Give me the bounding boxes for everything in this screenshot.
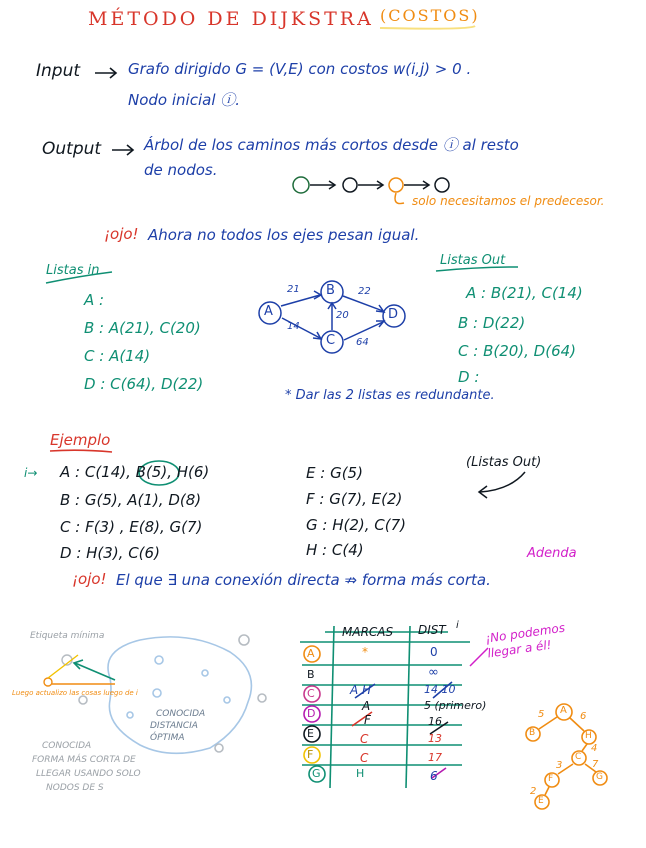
table-node: D <box>307 707 316 720</box>
sketch-inner-label: CONOCIDA <box>156 709 206 719</box>
tree-node: F <box>548 774 554 784</box>
table-dist: 17 <box>428 751 442 764</box>
table-marca: F <box>364 713 371 727</box>
table-marca: A H <box>350 683 372 697</box>
tree-weight: 2 <box>530 786 537 797</box>
sketch-label-top: Etiqueta mínima <box>30 631 105 641</box>
sketch-bottom-label: LLEGAR USANDO SOLO <box>36 769 141 779</box>
redundant-note: * Dar las 2 listas es redundante. <box>285 388 495 403</box>
tree-weight: 6 <box>580 711 587 722</box>
tree-weight: 5 <box>538 709 545 720</box>
input-line-1: Grafo dirigido G = (V,E) con costos w(i,j) > 0 . <box>128 60 472 78</box>
graph-weight: 20 <box>336 310 349 321</box>
input-label: Input <box>36 61 81 81</box>
listas-in-row: D : C(64), D(22) <box>84 375 204 393</box>
input-line-2: Nodo inicial ⓘ. <box>128 91 241 109</box>
table-marca: C <box>360 732 369 746</box>
output-line-1: Árbol de los caminos más cortos desde ⓘ al resto <box>144 136 519 154</box>
input-arrow-icon <box>95 68 116 78</box>
table-marca: A <box>362 699 371 713</box>
table-note: ¡No podemos llegar a él! <box>484 620 566 661</box>
sketch-arrows <box>44 655 115 686</box>
ejemplo-left-row: C : F(3) , E(8), G(7) <box>60 518 203 536</box>
listas-in-row: B : A(21), C(20) <box>84 319 201 337</box>
listas-out-row: B : D(22) <box>458 314 526 332</box>
page-title: MÉTODO DE DIJKSTRA <box>88 8 374 30</box>
table-node: G <box>312 767 321 780</box>
sketch-bottom-label: FORMA MÁS CORTA DE <box>32 755 136 765</box>
sketch-bottom-label: NODOS DE S <box>46 783 104 793</box>
tree-node: G <box>596 772 603 782</box>
table-node: F <box>307 748 314 761</box>
listas-out-label: (Listas Out) <box>466 455 542 470</box>
ejemplo-right-row: F : G(7), E(2) <box>306 490 403 508</box>
ejemplo-left-row: A : C(14), B(5), H(6) <box>60 463 210 481</box>
output-label: Output <box>42 139 102 159</box>
table-node: A <box>307 647 315 660</box>
table-dist: ∞ <box>428 665 439 680</box>
table-header-marcas: MARCAS <box>342 625 394 639</box>
table-dist: 16 <box>428 715 442 728</box>
table-dist: 6 <box>430 769 438 783</box>
graph-node-b: B <box>326 283 335 298</box>
ejemplo-left-row: D : H(3), C(6) <box>60 544 160 562</box>
sketch-bottom-label: CONOCIDA <box>42 741 92 751</box>
ojo-text-1: Ahora no todos los ejes pesan igual. <box>148 226 420 244</box>
listas-out-row: C : B(20), D(64) <box>458 342 577 360</box>
ejemplo-right-row: G : H(2), C(7) <box>306 516 406 534</box>
graph-node-d: D <box>388 307 399 322</box>
table-dist: 0 <box>430 645 438 659</box>
ojo-mark-2: ¡ojo! <box>72 570 107 588</box>
sketch-label-arrow: Luego actualizo las cosas luego de i <box>12 689 138 697</box>
note-arrow <box>470 648 488 666</box>
table-dist: 13 <box>428 732 442 745</box>
start-mark: i→ <box>24 466 38 480</box>
ojo-text-2: El que ∃ una conexión directa ⇏ forma más corta. <box>116 571 491 589</box>
ejemplo-left-row: B : G(5), A(1), D(8) <box>60 491 202 509</box>
output-arrow-icon <box>112 145 133 155</box>
graph-weight: 22 <box>358 286 371 297</box>
tree-node: H <box>585 731 592 741</box>
table-header-dist-suffix: i <box>456 620 459 631</box>
tree-weight: 7 <box>592 759 599 770</box>
ejemplo-right-row: E : G(5) <box>306 464 363 482</box>
graph-weight: 14 <box>287 321 300 332</box>
table-marca: * <box>362 645 368 659</box>
chain-diagram <box>293 177 449 193</box>
graph-weight: 21 <box>287 284 300 295</box>
output-line-2: de nodos. <box>144 161 218 179</box>
tree-node: B <box>529 728 536 738</box>
sketch-inner-label: ÓPTIMA <box>150 733 185 743</box>
listas-in-row: C : A(14) <box>84 347 151 365</box>
tree-node: A <box>560 705 567 716</box>
table-node: E <box>307 727 314 740</box>
tree-node: C <box>575 752 582 762</box>
title-tag: (COSTOS) <box>380 6 480 25</box>
graph-node-a: A <box>264 304 273 319</box>
listas-in-title: Listas in <box>46 263 100 278</box>
predecessor-hook <box>395 193 404 204</box>
table-node: C <box>307 687 315 700</box>
listas-out-title: Listas Out <box>440 253 506 268</box>
table-header-dist: DIST <box>418 623 446 637</box>
table-dist: 14 10 <box>424 683 456 696</box>
tree-weight: 4 <box>591 743 598 754</box>
predecessor-note: solo necesitamos el predecesor. <box>412 194 605 208</box>
table-node: B <box>307 668 315 681</box>
table-marca: C <box>360 751 369 765</box>
tree-weight: 3 <box>556 760 563 771</box>
table-node: H <box>356 767 365 780</box>
graph-weight: 64 <box>356 337 369 348</box>
listas-in-row: A : <box>84 291 105 309</box>
ejemplo-right-row: H : C(4) <box>306 541 364 559</box>
ojo-mark-1: ¡ojo! <box>104 225 139 243</box>
tree-node: E <box>538 796 544 806</box>
curved-arrow-icon <box>480 472 525 492</box>
sketch-inner-label: DISTANCIA <box>150 721 198 731</box>
listas-out-row: D : <box>458 368 480 386</box>
table-dist: 5 (primero) <box>424 699 487 712</box>
addendum-label: Adenda <box>527 546 577 561</box>
graph-node-c: C <box>326 333 336 348</box>
listas-out-row: A : B(21), C(14) <box>466 284 583 302</box>
ejemplo-title: Ejemplo <box>50 431 111 449</box>
